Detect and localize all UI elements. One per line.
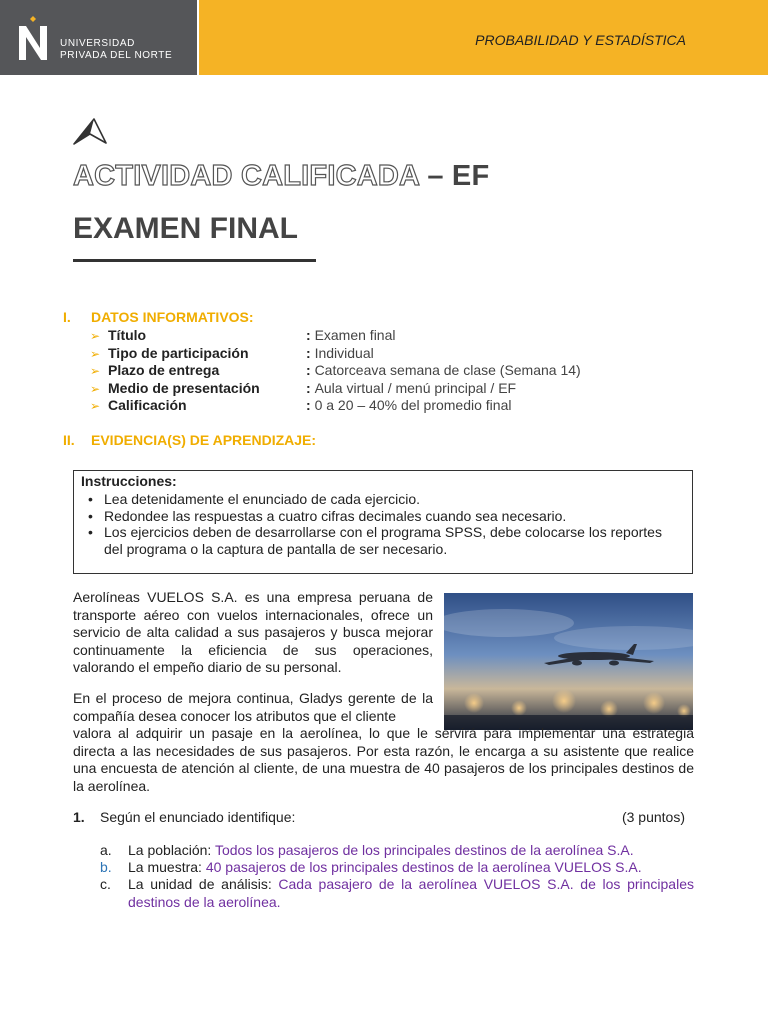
info-row-calificacion: ➢ Calificación : 0 a 20 – 40% del promedio final (90, 397, 512, 413)
info-label: Plazo de entrega (108, 362, 220, 378)
instructions-list (74, 491, 684, 557)
upn-n-logo-icon (16, 16, 50, 62)
answer-label: La unidad de análisis: (128, 876, 279, 892)
answer-text: Todos los pasajeros de los principales destinos de la aerolínea S.A. (214, 842, 634, 858)
info-label: Título (108, 327, 147, 343)
section-number: I. (63, 309, 71, 325)
instructions-title: Instrucciones: (81, 473, 177, 489)
answer-letter: c. (100, 876, 111, 892)
paragraph-intro: Aerolíneas VUELOS S.A. es una empresa peruana de transporte aéreo con vuelos internacionales, ofrece un servicio de alta calidad a sus pasajeros y busca mejorar continuamente la eficiencia de sus operaciones, valorando el empeño diario de su personal. (73, 589, 433, 675)
university-logo (0, 0, 197, 75)
airplane-photo (444, 593, 693, 730)
course-title: PROBABILIDAD Y ESTADÍSTICA (475, 32, 686, 48)
answer-letter: a. (100, 842, 112, 858)
info-value: 0 a 20 – 40% del promedio final (314, 397, 512, 413)
section-datos-heading (63, 309, 254, 325)
arrow-bullet-icon: ➢ (90, 329, 101, 343)
exam-title: EXAMEN FINAL (73, 212, 298, 245)
answer-label: La población: (128, 842, 215, 858)
info-value: Individual (314, 345, 374, 361)
arrow-bullet-icon: ➢ (90, 399, 101, 413)
answer-text: 40 pasajeros de los principales destinos de la aerolínea VUELOS S.A. (205, 859, 642, 875)
list-item: • Los ejercicios deben de desarrollarse con el programa SPSS, debe colocarse los reportes del programa o la captura de pantalla de ser necesario. (104, 524, 684, 557)
activity-heading (73, 160, 489, 193)
paragraph-process-continued: valora al adquirir un pasaje en la aerolínea, lo que le servirá para implementar una estrategia directa a las necesidades de sus pasajeros. Por esta razón, le encarga a su asistente que realice una encuesta de atención al cliente, de una muestra de 40 pasajeros de los principales destinos de la aerolínea. (73, 725, 694, 794)
navigation-arrow-icon (72, 117, 108, 147)
title-divider (73, 259, 316, 262)
section-number: II. (63, 432, 75, 448)
info-value: Catorceava semana de clase (Semana 14) (314, 362, 581, 378)
info-label: Tipo de participación (108, 345, 249, 361)
info-row-titulo: ➢ Título : Examen final (90, 327, 396, 343)
paragraph-process-start: En el proceso de mejora continua, Gladys gerente de la compañía desea conocer los atributos que el cliente (73, 690, 433, 724)
section-title: DATOS INFORMATIVOS: (91, 309, 254, 325)
instructions-box (73, 470, 693, 574)
list-item: • Lea detenidamente el enunciado de cada ejercicio. (104, 491, 684, 508)
arrow-bullet-icon: ➢ (90, 382, 101, 396)
logo-line-1: UNIVERSIDAD (60, 38, 135, 49)
answer-text: Cada pasajero de la aerolínea VUELOS S.A. de los principales destinos de la aerolínea. (128, 876, 694, 910)
info-value: Examen final (314, 327, 396, 343)
info-value: Aula virtual / menú principal / EF (314, 380, 517, 396)
page-header (0, 0, 768, 75)
info-label: Calificación (108, 397, 187, 413)
list-item: • Redondee las respuestas a cuatro cifras decimales cuando sea necesario. (104, 508, 684, 525)
arrow-bullet-icon: ➢ (90, 364, 101, 378)
info-row-plazo: ➢ Plazo de entrega : Catorceava semana de clase (Semana 14) (90, 362, 581, 378)
activity-heading-outline: ACTIVIDAD CALIFICADA (73, 160, 420, 192)
logo-text (60, 38, 172, 62)
section-evidencia-heading (63, 432, 316, 448)
activity-heading-suffix: – EF (419, 160, 490, 192)
answer-label: La muestra: (128, 859, 206, 875)
question-number: 1. (73, 809, 85, 825)
course-band (199, 0, 768, 75)
section-title: EVIDENCIA(S) DE APRENDIZAJE: (91, 432, 317, 448)
arrow-bullet-icon: ➢ (90, 347, 101, 361)
logo-line-2: PRIVADA DEL NORTE (60, 50, 173, 61)
info-row-tipo: ➢ Tipo de participación : Individual (90, 345, 374, 361)
info-row-medio: ➢ Medio de presentación : Aula virtual / menú principal / EF (90, 380, 517, 396)
answer-letter: b. (100, 859, 112, 875)
info-label: Medio de presentación (108, 380, 260, 396)
question-text: Según el enunciado identifique: (100, 809, 296, 825)
question-points: (3 puntos) (621, 809, 685, 825)
airplane-icon (444, 593, 693, 730)
